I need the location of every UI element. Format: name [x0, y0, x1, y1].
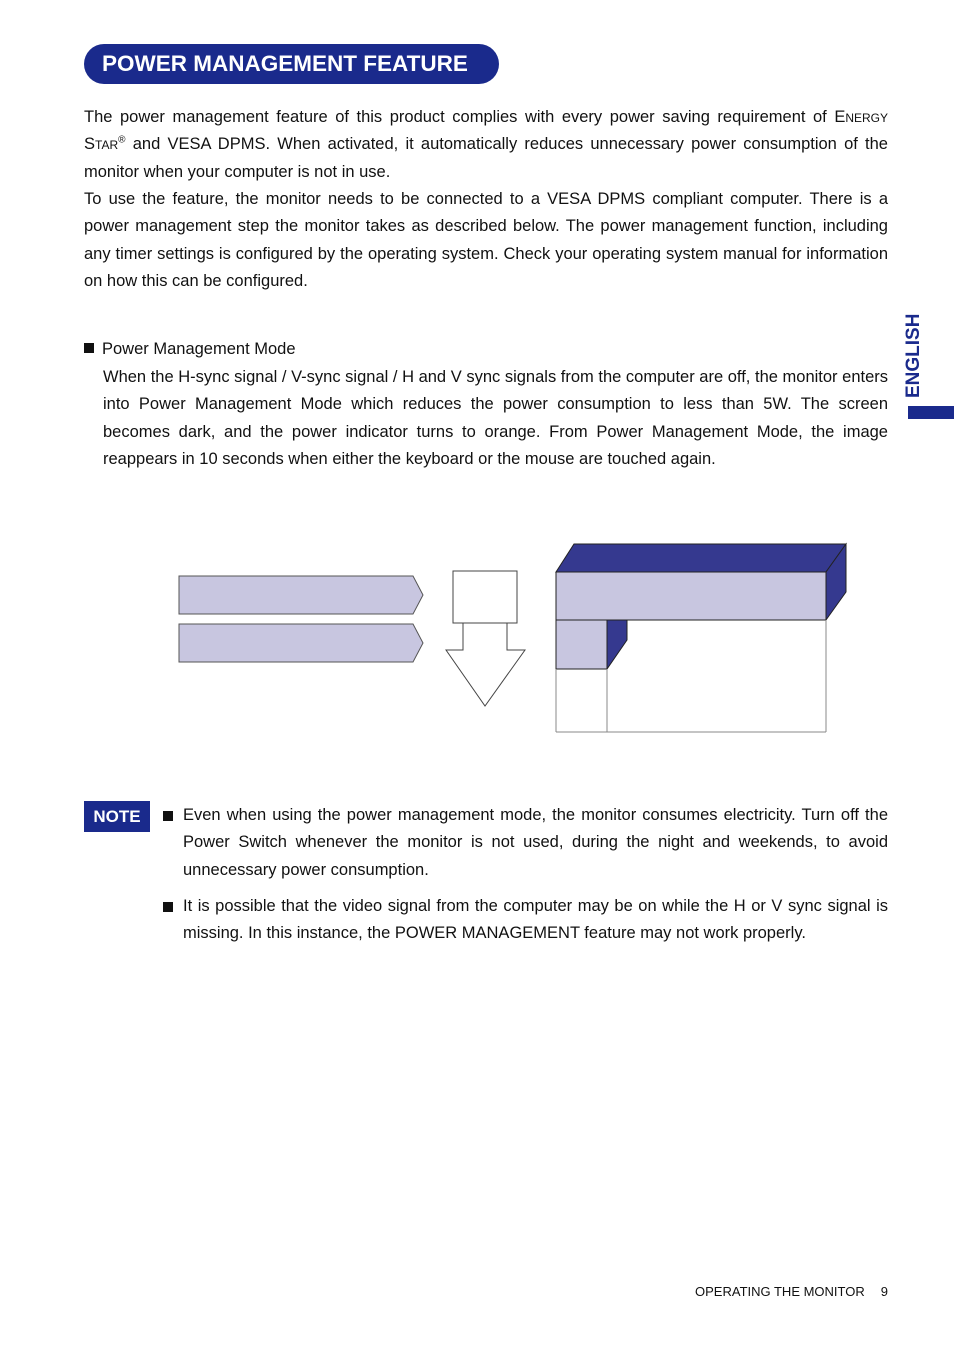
down-arrow-icon [446, 623, 525, 706]
table-top-face [556, 544, 846, 572]
note-badge: NOTE [84, 801, 150, 832]
bullet-square-icon [84, 343, 94, 353]
table-cell-label [556, 620, 607, 669]
page-number: 9 [880, 1284, 888, 1299]
power-mode-heading: Power Management Mode [84, 336, 296, 363]
intro-paragraph-1: The power management feature of this product complies with every power saving requirement of Energy Star® and VESA DPMS. When activated, it automatically reduces unnecessary power consumption of the monitor when your computer is not in use. [84, 108, 888, 181]
footer-section-label: OPERATING THE MONITOR [695, 1284, 865, 1299]
bullet-square-icon [163, 811, 173, 821]
energy-star-text: Energy Star [84, 108, 888, 154]
intro-paragraph-2: To use the feature, the monitor needs to be connected to a VESA DPMS compliant computer. There is a power management step the monitor takes as described below. The power management function, including any timer settings is configured by the operating system. Check your operating system manual for information on how this can be configured. [84, 190, 888, 290]
signal-arrow-top [179, 576, 423, 614]
table-cell-shadow [607, 620, 627, 669]
bullet-square-icon [163, 902, 173, 912]
table-header-bar [556, 572, 826, 620]
note-item: It is possible that the video signal from the computer may be on while the H or V sync signal is missing. In this instance, the POWER MANAGEMENT feature may not work properly. [163, 893, 888, 948]
page-footer [679, 1284, 888, 1299]
section-title: POWER MANAGEMENT FEATURE [84, 44, 499, 84]
power-mode-description: When the H-sync signal / V-sync signal / H and V sync signals from the computer are off, the monitor enters into Power Management Mode which reduces the power consumption to less than 5W. The screen becomes dark, and the power indicator turns to orange. From Power Management Mode, the image reappears in 10 seconds when either the keyboard or the mouse are touched again. [103, 368, 888, 468]
note-item: Even when using the power management mode, the monitor consumes electricity. Turn off the Power Switch whenever the monitor is not used, during the night and weekends, to avoid unnecessary power consumption. [163, 802, 888, 884]
language-tab-marker [908, 406, 954, 419]
signal-arrow-bottom [179, 624, 423, 662]
flow-box [453, 571, 517, 623]
power-management-diagram [170, 540, 860, 740]
